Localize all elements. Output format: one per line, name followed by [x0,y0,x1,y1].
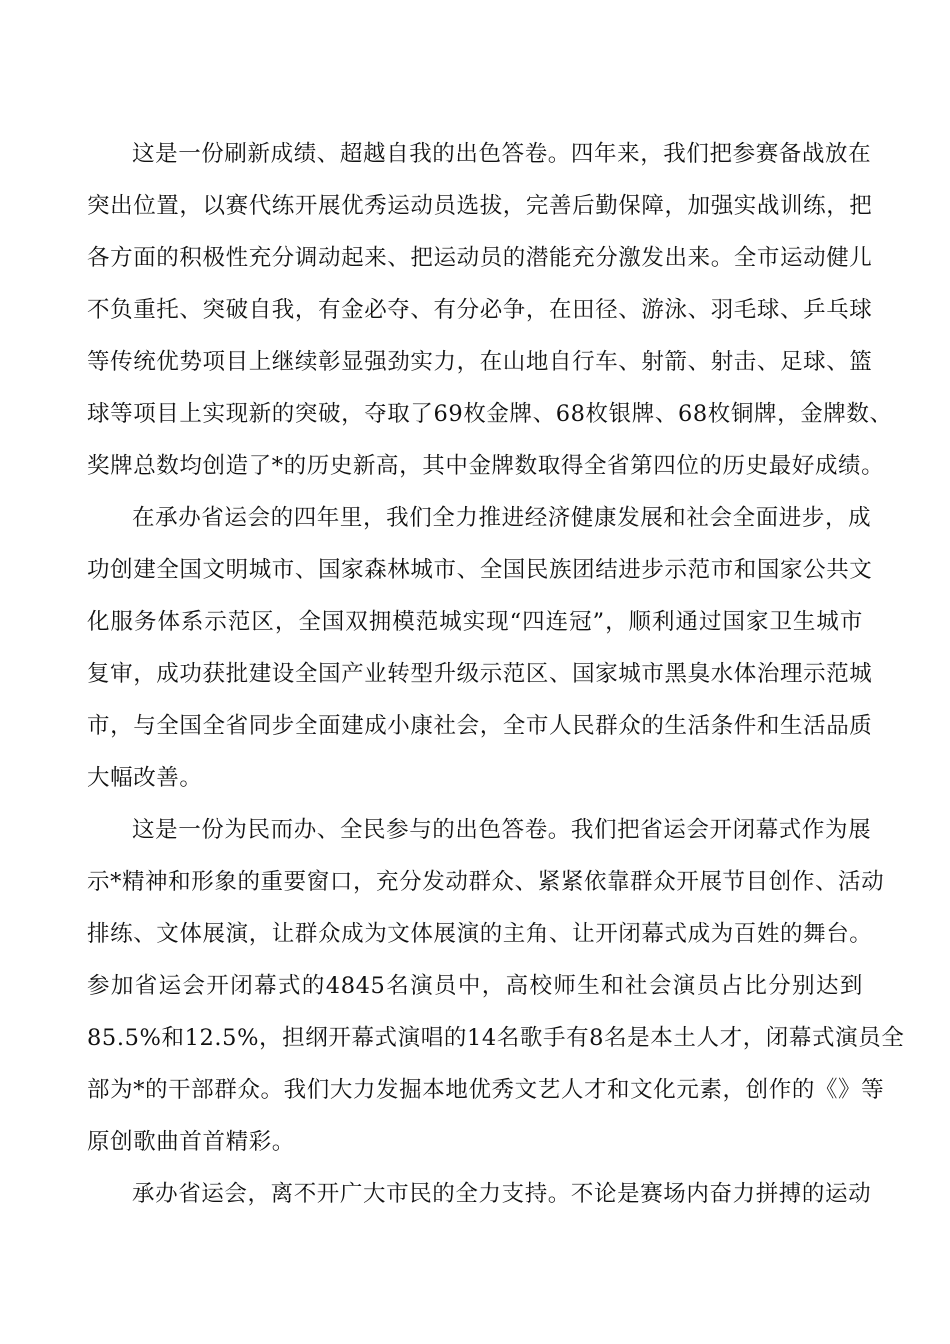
paragraph-line: 市，与全国全省同步全面建成小康社会，全市人民群众的生活条件和生活品质 [87,713,873,739]
paragraph-line: 奖牌总数均创造了*的历史新高，其中金牌数取得全省第四位的历史最好成绩。 [87,453,885,479]
paragraph-line: 参加省运会开闭幕式的4845名演员中，高校师生和社会演员占比分别达到 [87,973,863,999]
paragraph-line: 突出位置，以赛代练开展优秀运动员选拔，完善后勤保障，加强实战训练，把 [87,193,873,219]
paragraph-line: 等传统优势项目上继续彰显强劲实力，在山地自行车、射箭、射击、足球、篮 [87,349,873,375]
paragraph-line: 不负重托、突破自我，有金必夺、有分必争，在田径、游泳、羽毛球、乒乓球 [87,297,873,323]
paragraph-line: 各方面的积极性充分调动起来、把运动员的潜能充分激发出来。全市运动健儿 [87,245,873,271]
paragraph-1 [87,128,893,492]
document-body [87,128,905,1220]
paragraph-3 [87,804,905,1168]
paragraph-line: 功创建全国文明城市、国家森林城市、全国民族团结进步示范市和国家公共文 [87,557,873,583]
paragraph-line: 原创歌曲首首精彩。 [87,1129,295,1155]
paragraph-line: 在承办省运会的四年里，我们全力推进经济健康发展和社会全面进步，成 [132,505,872,531]
paragraph-line: 85.5%和12.5%，担纲开幕式演唱的14名歌手有8名是本土人才，闭幕式演员全 [87,1025,905,1051]
paragraph-line: 大幅改善。 [87,765,203,791]
paragraph-line: 化服务体系示范区，全国双拥模范城实现“四连冠”，顺利通过国家卫生城市 [87,609,863,635]
paragraph-line: 这是一份刷新成绩、超越自我的出色答卷。四年来，我们把参赛备战放在 [132,141,872,167]
paragraph-line: 示*精神和形象的重要窗口，充分发动群众、紧紧依靠群众开展节目创作、活动 [87,869,885,895]
paragraph-line: 排练、文体展演，让群众成为文体展演的主角、让开闭幕式成为百姓的舞台。 [87,921,873,947]
paragraph-line: 这是一份为民而办、全民参与的出色答卷。我们把省运会开闭幕式作为展 [132,817,872,843]
paragraph-4 [87,1168,872,1220]
paragraph-line: 承办省运会，离不开广大市民的全力支持。不论是赛场内奋力拼搏的运动 [132,1181,872,1207]
paragraph-line: 复审，成功获批建设全国产业转型升级示范区、国家城市黑臭水体治理示范城 [87,661,873,687]
paragraph-2 [87,492,873,804]
paragraph-line: 球等项目上实现新的突破，夺取了69枚金牌、68枚银牌、68枚铜牌，金牌数、 [87,401,893,427]
paragraph-line: 部为*的干部群众。我们大力发掘本地优秀文艺人才和文化元素，创作的《》等 [87,1077,885,1103]
